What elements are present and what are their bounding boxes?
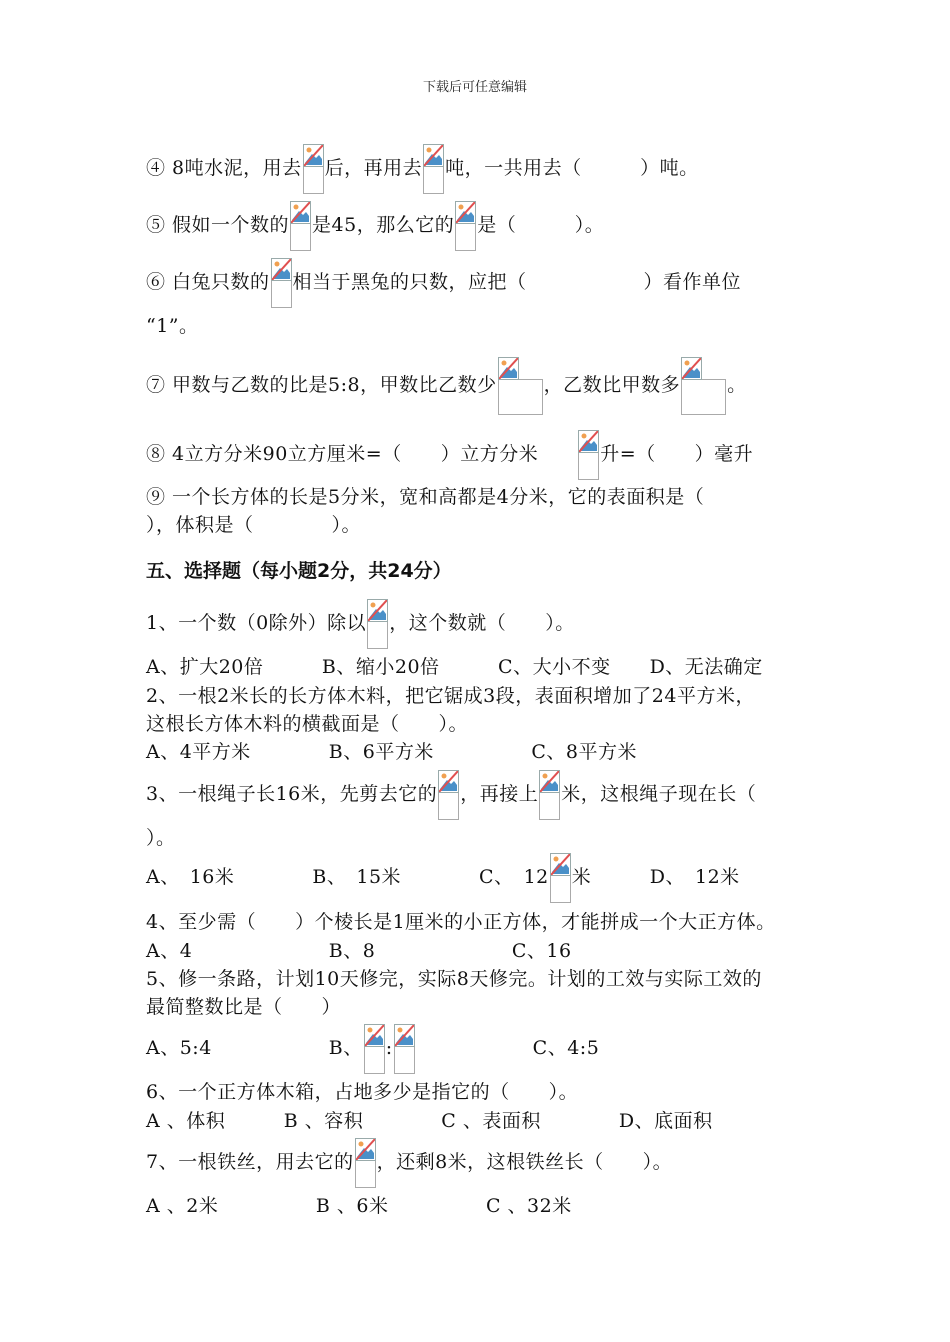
text: 最简整数比是（ ） xyxy=(146,996,342,1018)
fraction-image xyxy=(681,357,726,415)
fraction-image xyxy=(355,1138,376,1188)
text: 是（ ）。 xyxy=(477,214,605,236)
broken-image-icon xyxy=(423,144,444,167)
text: A、 16米 B、 15米 C、 12 xyxy=(146,866,549,888)
fraction-image xyxy=(550,853,571,903)
text: ，这个数就（ ）。 xyxy=(389,612,575,634)
text: 6、一个正方体木箱，占地多少是指它的（ ）。 xyxy=(146,1081,579,1103)
text: 这根长方体木料的横截面是（ ）。 xyxy=(146,713,469,735)
text: ⑨ 一个长方体的长是5分米，宽和高都是4分米，它的表面积是（ xyxy=(146,486,705,508)
fraction-image xyxy=(364,1024,385,1074)
question-6-cont xyxy=(146,314,199,338)
broken-image-icon xyxy=(290,201,311,224)
text: A 、体积 B 、容积 C 、表面积 D、底面积 xyxy=(146,1110,713,1132)
choice-6 xyxy=(146,1080,578,1104)
fraction-image xyxy=(498,357,543,415)
fraction-image xyxy=(423,144,444,194)
text: A、4 B、8 C、16 xyxy=(146,940,572,962)
text: ，还剩8米，这根铁丝长（ ）。 xyxy=(376,1151,673,1173)
choice-5-options xyxy=(146,1024,599,1074)
text: 后，再用去 xyxy=(324,157,423,179)
choice-6-options xyxy=(146,1109,713,1133)
text: 米，这根绳子现在长（ xyxy=(561,783,757,805)
question-9 xyxy=(146,485,704,509)
text: A、5:4 B、 xyxy=(146,1037,363,1059)
choice-3 xyxy=(146,770,756,820)
text: 是45，那么它的 xyxy=(312,214,455,236)
choice-4-options xyxy=(146,939,572,963)
text: C、4:5 xyxy=(415,1037,600,1059)
text: A 、2米 B 、6米 C 、32米 xyxy=(146,1195,572,1217)
text: 米 D、 12米 xyxy=(571,866,740,888)
choice-3-cont xyxy=(146,826,176,850)
fraction-frame xyxy=(438,792,459,820)
fraction-frame xyxy=(539,792,560,820)
broken-image-icon xyxy=(455,201,476,224)
question-4 xyxy=(146,144,699,194)
broken-image-icon xyxy=(578,430,599,453)
broken-image-icon xyxy=(364,1024,385,1047)
text: “1”。 xyxy=(146,315,199,337)
fraction-image xyxy=(455,201,476,251)
text: ⑥ 白兔只数的 xyxy=(146,271,270,293)
broken-image-icon xyxy=(271,258,292,281)
section-title: 五、选择题（每小题2分，共24分） xyxy=(146,560,452,582)
page-header: 下载后可任意编辑 xyxy=(422,80,527,95)
fraction-frame xyxy=(578,452,599,480)
text: A、4平方米 B、6平方米 C、8平方米 xyxy=(146,741,637,763)
text: ），体积是（ ）。 xyxy=(146,514,362,536)
text: ⑧ 4立方分米90立方厘米=（ ）立方分米 xyxy=(146,443,578,465)
broken-image-icon xyxy=(367,599,388,622)
fraction-frame xyxy=(455,223,476,251)
choice-5 xyxy=(146,967,762,991)
fraction-frame xyxy=(364,1046,385,1074)
fraction-image xyxy=(271,258,292,308)
text: 3、一根绳子长16米，先剪去它的 xyxy=(146,783,438,805)
text: 升=（ ）毫升 xyxy=(600,443,754,465)
fraction-image xyxy=(367,599,388,649)
question-9-cont xyxy=(146,513,361,537)
fraction-image xyxy=(394,1024,415,1074)
text: 7、一根铁丝，用去它的 xyxy=(146,1151,354,1173)
fraction-frame xyxy=(423,166,444,194)
fraction-frame xyxy=(271,280,292,308)
broken-image-icon xyxy=(550,853,571,876)
choice-2-options xyxy=(146,740,637,764)
fraction-frame xyxy=(290,223,311,251)
text: 。 xyxy=(727,374,747,396)
fraction-frame xyxy=(681,379,726,415)
text: ，乙数比甲数多 xyxy=(543,374,681,396)
fraction-frame xyxy=(367,621,388,649)
broken-image-icon xyxy=(355,1138,376,1161)
broken-image-icon xyxy=(438,770,459,793)
text: A、扩大20倍 B、缩小20倍 C、大小不变 D、无法确定 xyxy=(146,656,763,678)
fraction-frame xyxy=(498,379,543,415)
choice-5-cont xyxy=(146,995,341,1019)
choice-7 xyxy=(146,1138,672,1188)
text: 1、一个数（0除外）除以 xyxy=(146,612,367,634)
fraction-image xyxy=(290,201,311,251)
fraction-frame xyxy=(355,1160,376,1188)
choice-1-options xyxy=(146,655,763,679)
broken-image-icon xyxy=(394,1024,415,1047)
choice-2-cont xyxy=(146,712,468,736)
broken-image-icon xyxy=(539,770,560,793)
question-6 xyxy=(146,258,741,308)
broken-image-icon xyxy=(303,144,324,167)
choice-2 xyxy=(146,684,755,708)
choice-4 xyxy=(146,910,776,934)
text: ⑦ 甲数与乙数的比是5:8，甲数比乙数少 xyxy=(146,374,497,396)
fraction-frame xyxy=(394,1046,415,1074)
text: 2、一根2米长的长方体木料，把它锯成3段，表面积增加了24平方米， xyxy=(146,685,755,707)
text: ，再接上 xyxy=(460,783,539,805)
text: ）。 xyxy=(146,827,176,849)
question-8 xyxy=(146,430,753,480)
fraction-image xyxy=(438,770,459,820)
text: ④ 8吨水泥，用去 xyxy=(146,157,302,179)
fraction-frame xyxy=(303,166,324,194)
choice-3-options xyxy=(146,853,740,903)
question-7 xyxy=(146,357,747,415)
question-5 xyxy=(146,201,604,251)
choice-1 xyxy=(146,599,575,649)
broken-image-icon xyxy=(498,357,519,380)
text: ⑤ 假如一个数的 xyxy=(146,214,290,236)
fraction-frame xyxy=(550,875,571,903)
broken-image-icon xyxy=(681,357,702,380)
text: 5、修一条路，计划10天修完，实际8天修完。计划的工效与实际工效的 xyxy=(146,968,762,990)
fraction-image xyxy=(578,430,599,480)
fraction-image xyxy=(539,770,560,820)
choice-7-options xyxy=(146,1194,572,1218)
text: : xyxy=(385,1037,393,1059)
text: 4、至少需（ ）个棱长是1厘米的小正方体，才能拼成一个大正方体。 xyxy=(146,911,776,933)
text: 吨，一共用去（ ）吨。 xyxy=(445,157,699,179)
fraction-image xyxy=(303,144,324,194)
text: 相当于黑兔的只数，应把（ ）看作单位 xyxy=(292,271,742,293)
